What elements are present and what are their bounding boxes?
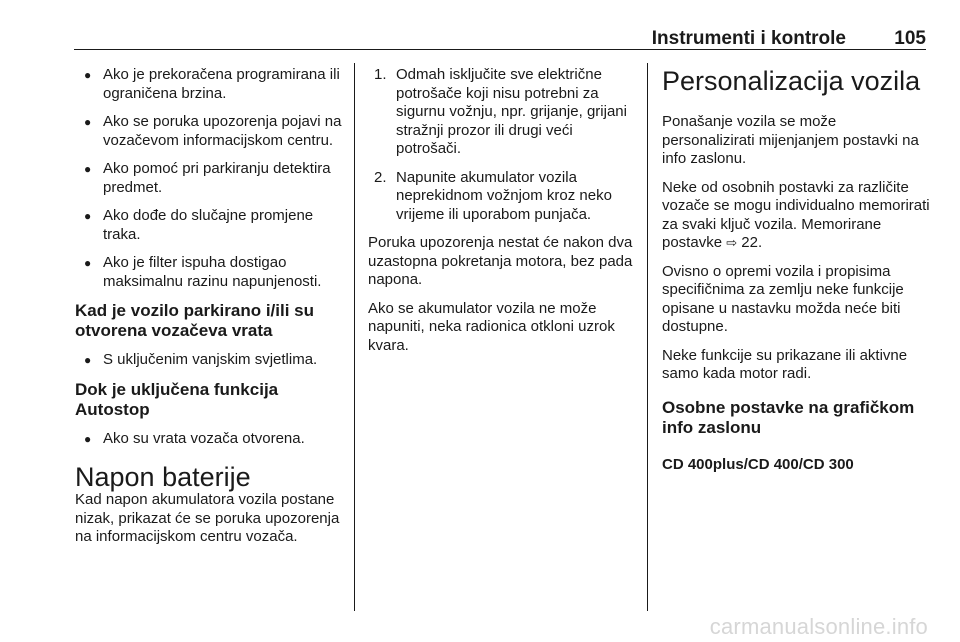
bullet-icon: ● [84, 256, 92, 270]
list-item: ● Ako je prekoračena programirana ili ograničena brzina. [84, 66, 340, 102]
battery-paragraph: Kad napon akumulatora vozila postane nizak, prikazat će se poruka upozorenja na informacijskom centru vozača. [75, 491, 340, 545]
paragraph: Poruka upozorenja nestat će nakon dva uzastopna pokretanja motora, bez pada napona. [368, 234, 633, 288]
heading-autostop: Dok je uključena funkcija Autostop [75, 379, 279, 419]
column-divider-1 [354, 63, 355, 611]
bullet-icon: ● [84, 431, 92, 446]
bullet-icon: ● [84, 68, 92, 82]
bullet-icon: ● [84, 115, 92, 129]
numbered-item: 2. Napunite akumulator vozila neprekidnom vožnjom kroz neko vrijeme ili uporabom punjača. [374, 168, 612, 223]
watermark: carmanualsonline.info [709, 614, 928, 639]
paragraph: Neke funkcije su prikazane ili aktivne samo kada motor radi. [662, 346, 908, 382]
paragraph: Neke od osobnih postavki za različite vozače se mogu individualno memorirati za svaki ključ vozila. Memorirane postavke ⇨ 22. [662, 178, 930, 251]
list-item: ● Ako je filter ispuha dostigao maksimalnu razinu napunjenosti. [84, 254, 322, 290]
section-title: Instrumenti i kontrole [651, 28, 846, 49]
page-reference-icon[interactable]: ⇨ [726, 235, 738, 250]
column-divider-2 [647, 63, 648, 611]
list-item: ● S uključenim vanjskim svjetlima. [84, 351, 318, 368]
heading-personalization: Personalizacija vozila [662, 66, 921, 96]
paragraph: Ponašanje vozila se može personalizirati mijenjanjem postavki na info zaslonu. [662, 113, 919, 167]
header-rule [74, 49, 926, 50]
paragraph: Ako se akumulator vozila ne može napuniti, neka radionica otkloni uzrok kvara. [368, 299, 615, 354]
heading-battery: Napon baterije [75, 462, 251, 492]
list-item: ● Ako pomoć pri parkiranju detektira predmet. [84, 160, 331, 196]
heading-parked: Kad je vozilo parkirano i/ili su otvorena vozačeva vrata [75, 301, 315, 340]
paragraph: Ovisno o opremi vozila i propisima specifičnima za zemlju neke funkcije opisane u nastavku možda neće biti dostupne. [662, 262, 904, 335]
page-reference[interactable]: 22. [741, 234, 763, 251]
page-header [74, 28, 926, 50]
heading-model: CD 400plus/CD 400/CD 300 [662, 455, 854, 473]
page-number: 105 [894, 28, 926, 49]
column-right [662, 66, 930, 484]
column-middle [368, 66, 636, 365]
bullet-icon: ● [84, 162, 92, 176]
bullet-icon: ● [84, 209, 92, 223]
list-item: ● Ako su vrata vozača otvorena. [84, 429, 305, 447]
bullet-icon: ● [84, 353, 92, 367]
heading-personal-settings: Osobne postavke na grafičkom info zaslonu [662, 397, 915, 437]
column-left [75, 66, 343, 557]
list-item: ● Ako dođe do slučajne promjene traka. [84, 207, 314, 243]
numbered-item: 1. Odmah isključite sve električne potrošače koji nisu potrebni za sigurnu vožnju, npr. grijanje, grijani stražnji prozor ili drugi veći potrošači. [374, 66, 627, 157]
list-item: ● Ako se poruka upozorenja pojavi na vozačevom informacijskom centru. [84, 113, 342, 149]
